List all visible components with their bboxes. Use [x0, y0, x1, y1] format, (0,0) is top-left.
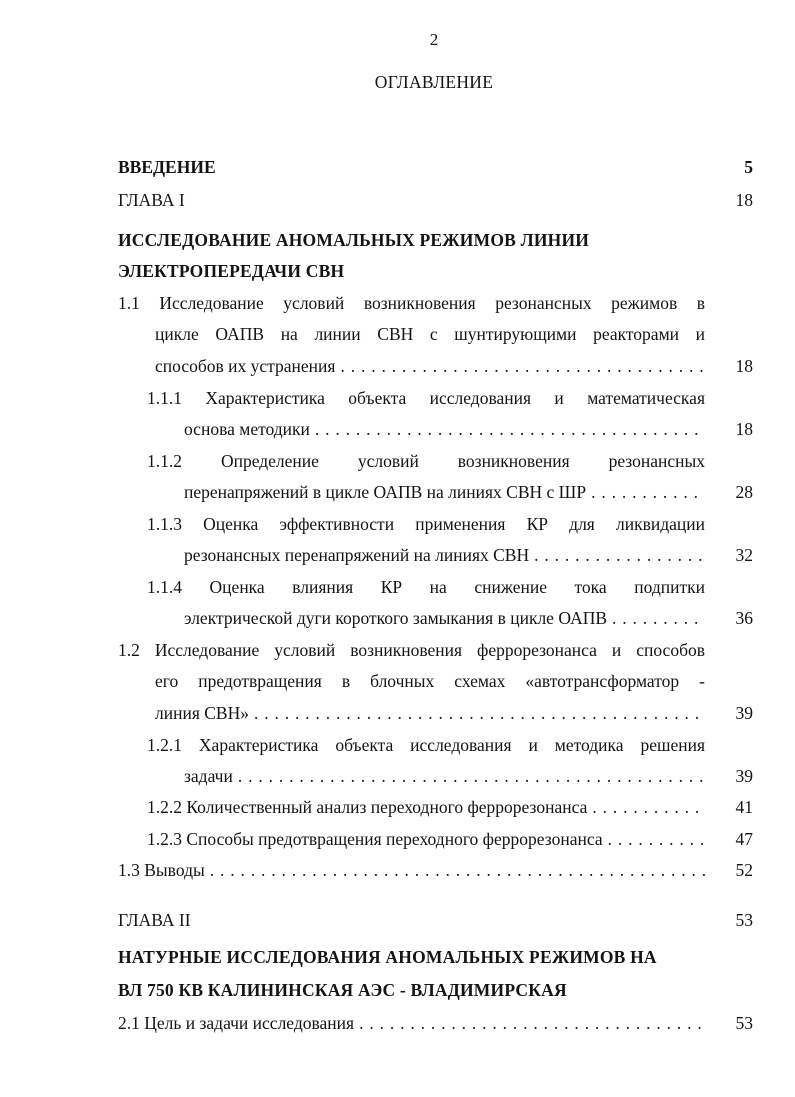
dot-leader — [205, 860, 705, 881]
toc-entry-1-1-1-line2 — [184, 419, 705, 440]
toc-entry-1-2-1-line1: 1.2.1 Характеристика объекта исследования и методика решения — [147, 735, 705, 755]
toc-page-1-1: 18 — [735, 356, 753, 376]
chapter1-title-line1: ИССЛЕДОВАНИЕ АНОМАЛЬНЫХ РЕЖИМОВ ЛИНИИ — [118, 230, 590, 250]
dot-leader — [586, 482, 705, 503]
dot-leader — [233, 766, 705, 787]
toc-page-chapter2: 53 — [735, 910, 753, 930]
toc-entry-1-1-2-line2 — [184, 482, 705, 503]
toc-page-intro: 5 — [744, 157, 753, 177]
dot-leader — [603, 829, 705, 850]
toc-entry-1-2-line2: его предотвращения в блочных схемах «автотрансформатор - — [155, 671, 705, 691]
toc-entry-chapter1: ГЛАВА I — [118, 190, 185, 210]
toc-entry-1-1-4-line1: 1.1.4 Оценка влияния КР на снижение тока подпитки — [147, 577, 705, 597]
toc-page-2-1: 53 — [735, 1013, 753, 1033]
dot-leader — [529, 545, 705, 566]
dot-leader — [354, 1013, 705, 1034]
toc-entry-1-1-3-text: резонансных перенапряжений на линиях СВН — [184, 545, 530, 565]
toc-page-1-1-3: 32 — [735, 545, 753, 565]
toc-entry-intro: ВВЕДЕНИЕ — [118, 157, 216, 177]
toc-entry-1-1-4-line2 — [184, 608, 705, 629]
toc-entry-1-1-3-line1: 1.1.3 Оценка эффективности применения КР для ликвидации — [147, 514, 705, 534]
toc-entry-1-2-1-line2 — [184, 766, 705, 787]
toc-entry-1-2-3 — [147, 829, 705, 850]
toc-entry-chapter2: ГЛАВА II — [118, 910, 191, 930]
toc-page-1-2-2: 41 — [735, 797, 753, 817]
toc-page-1-2: 39 — [735, 703, 753, 723]
toc-entry-1-1-line3 — [155, 356, 705, 377]
toc-entry-1-1-2-line1: 1.1.2 Определение условий возникновения резонансных — [147, 451, 705, 471]
toc-page-1-1-1: 18 — [735, 419, 753, 439]
chapter2-title-line2: ВЛ 750 КВ КАЛИНИНСКАЯ АЭС - ВЛАДИМИРСКАЯ — [118, 980, 567, 1000]
toc-entry-1-1-2-text: перенапряжений в цикле ОАПВ на линиях СВН с ШР — [184, 482, 587, 502]
toc-page-1-2-1: 39 — [735, 766, 753, 786]
chapter2-title-line1: НАТУРНЫЕ ИССЛЕДОВАНИЯ АНОМАЛЬНЫХ РЕЖИМОВ НА — [118, 947, 657, 967]
toc-entry-1-2-line1: 1.2 Исследование условий возникновения феррорезонанса и способов — [118, 640, 705, 660]
toc-entry-1-1-text: способов их устранения — [155, 356, 336, 376]
toc-entry-1-1-1-text: основа методики — [184, 419, 310, 439]
toc-entry-1-2-1-text: задачи — [184, 766, 233, 786]
toc-entry-1-1-4-text: электрической дуги короткого замыкания в цикле ОАПВ — [184, 608, 608, 628]
chapter1-title-line2: ЭЛЕКТРОПЕРЕДАЧИ СВН — [118, 261, 345, 281]
toc-page-1-1-2: 28 — [735, 482, 753, 502]
toc-entry-2-1 — [118, 1013, 705, 1034]
toc-entry-2-1-text: 2.1 Цель и задачи исследования — [118, 1013, 355, 1033]
toc-entry-1-3-text: 1.3 Выводы — [118, 860, 205, 880]
toc-entry-1-1-line2: цикле ОАПВ на линии СВН с шунтирующими реакторами и — [155, 324, 705, 344]
dot-leader — [335, 356, 705, 377]
toc-entry-1-2-3-text: 1.2.3 Способы предотвращения переходного феррорезонанса — [147, 829, 603, 849]
toc-entry-1-1-line1: 1.1 Исследование условий возникновения резонансных режимов в — [118, 293, 705, 313]
toc-entry-1-2-2 — [147, 797, 705, 818]
toc-page-1-3: 52 — [735, 860, 753, 880]
dot-leader — [587, 797, 705, 818]
dot-leader — [607, 608, 705, 629]
toc-entry-1-2-line3 — [155, 703, 705, 724]
toc-heading: ОГЛАВЛЕНИЕ — [374, 72, 494, 92]
toc-entry-1-1-1-line1: 1.1.1 Характеристика объекта исследования и математическая — [147, 388, 705, 408]
toc-entry-1-2-2-text: 1.2.2 Количественный анализ переходного феррорезонанса — [147, 797, 588, 817]
toc-entry-1-1-3-line2 — [184, 545, 705, 566]
page-number: 2 — [429, 30, 439, 49]
dot-leader — [310, 419, 705, 440]
toc-page-1-1-4: 36 — [735, 608, 753, 628]
toc-page-1-2-3: 47 — [735, 829, 753, 849]
toc-entry-1-2-text: линия СВН» — [155, 703, 249, 723]
dot-leader — [249, 703, 705, 724]
toc-page-chapter1: 18 — [735, 190, 753, 210]
toc-entry-1-3 — [118, 860, 705, 881]
